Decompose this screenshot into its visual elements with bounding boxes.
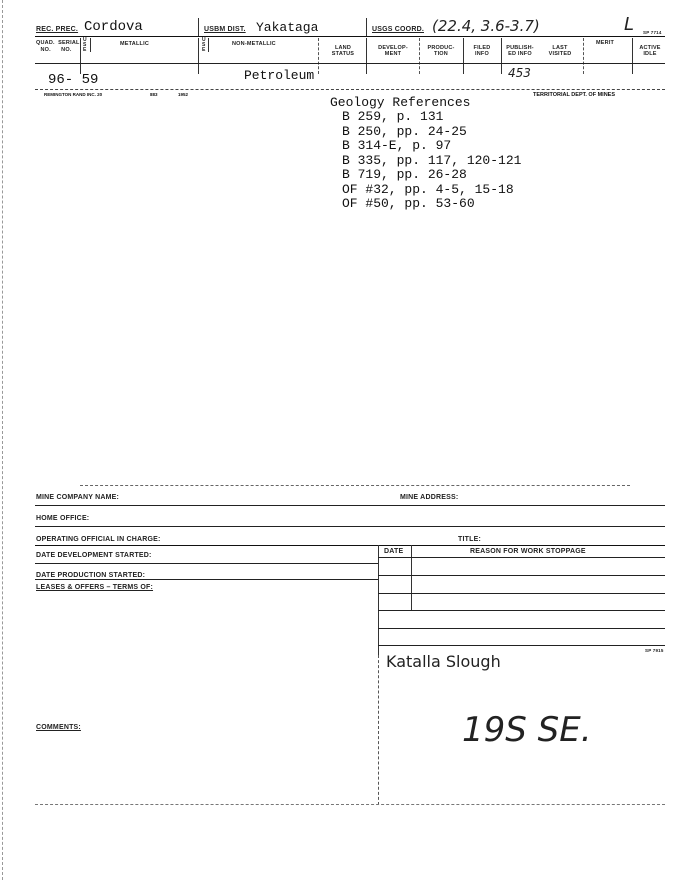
rule — [35, 563, 378, 564]
reference-item: B 314-E, p. 97 — [342, 138, 452, 153]
date-production-started-label: DATE PRODUCTION STARTED: — [36, 572, 146, 579]
col-quad-serial: QUAD. SERIAL NO. NO. — [36, 40, 80, 53]
header-divider — [366, 18, 367, 36]
col-published-info: PUBLISH- ED INFO — [506, 45, 534, 57]
reference-item: B 250, pp. 24-25 — [342, 123, 467, 139]
col-metallic: METALLIC — [120, 41, 149, 47]
rule — [378, 628, 665, 629]
rule — [35, 579, 378, 580]
col-production: PRODUC- TION — [427, 45, 455, 57]
col-land-status: LAND STATUS — [331, 45, 355, 57]
record-published-info: 453 — [508, 66, 531, 80]
header-divider — [198, 18, 199, 36]
col-filed-info: FILED INFO — [473, 45, 491, 57]
home-office-label: HOME OFFICE: — [36, 515, 90, 522]
reference-item: OF #32, pp. 4-5, 15-18 — [342, 181, 514, 197]
comments-label: COMMENTS: — [36, 724, 81, 731]
mine-address-label: MINE ADDRESS: — [400, 494, 459, 501]
col-development: DEVELOP- MENT — [378, 45, 408, 57]
rule — [35, 545, 665, 546]
bottom-rule — [35, 804, 665, 805]
form-number: SP 7714 — [643, 30, 662, 35]
col-divider — [80, 38, 81, 74]
box-left-border — [378, 655, 379, 805]
col-divider — [366, 38, 367, 74]
col-use-code-2: U S E — [202, 37, 206, 53]
record-quad-serial: 96- 59 — [48, 72, 99, 88]
reference-item: B 719, pp. 26-28 — [342, 167, 467, 182]
col-merit: MERIT — [596, 40, 615, 46]
usbm-dist-value: Yakataga — [256, 20, 319, 35]
rule — [378, 593, 665, 594]
col-divider — [208, 38, 209, 52]
col-divider — [583, 38, 584, 74]
rule — [35, 526, 665, 527]
lower-separator — [80, 485, 630, 486]
date-column-divider — [411, 545, 412, 610]
col-divider — [632, 38, 633, 74]
form-number-2: SP 7915 — [645, 648, 664, 653]
usgs-coord-value: (22.4, 3.6-3.7) — [432, 17, 540, 35]
rule — [378, 575, 665, 576]
references-title: Geology References — [330, 95, 471, 110]
usgs-coord-label: USGS COORD. — [372, 26, 424, 33]
rule — [378, 645, 665, 646]
reference-item: B 259, p. 131 — [342, 109, 444, 124]
rule — [378, 557, 665, 558]
references-list — [342, 110, 521, 212]
handwritten-location: Katalla Slough — [386, 652, 501, 671]
date-column-label: DATE — [384, 548, 404, 555]
reference-item: OF #50, pp. 53-60 — [342, 196, 475, 211]
operating-official-label: OPERATING OFFICIAL IN CHARGE: — [36, 536, 161, 543]
page-edge — [2, 0, 3, 880]
rec-prec-value: Cordova — [84, 19, 143, 35]
column-header-rule — [35, 63, 665, 64]
corner-letter: L — [624, 14, 635, 35]
rec-prec-label: REC. PREC. — [36, 26, 79, 33]
box-left-border — [378, 545, 379, 655]
col-divider — [90, 38, 91, 52]
col-last-visited: LAST VISITED — [548, 45, 572, 57]
mine-company-name-label: MINE COMPANY NAME: — [36, 494, 120, 501]
record-rule — [35, 89, 665, 90]
record-non-metallic: Petroleum — [244, 68, 315, 83]
imprint-left: REMINGTON RAND INC. 20 — [44, 92, 103, 97]
col-active-idle: ACTIVE IDLE — [639, 45, 661, 57]
col-divider — [318, 38, 319, 74]
title-label: TITLE: — [458, 536, 481, 543]
header-top-rule — [35, 36, 665, 37]
rule — [35, 505, 665, 506]
reference-item: B 335, pp. 117, 120-121 — [342, 152, 522, 168]
rule — [378, 610, 665, 611]
handwritten-township: 19S SE. — [462, 710, 592, 750]
leases-offers-label: LEASES & OFFERS – TERMS OF: — [36, 584, 154, 591]
col-use-code-1: U S E — [83, 37, 87, 53]
col-divider — [198, 38, 199, 74]
imprint-code-2: 1952 — [178, 92, 189, 97]
date-development-started-label: DATE DEVELOPMENT STARTED: — [36, 552, 152, 559]
imprint-right: TERRITORIAL DEPT. OF MINES — [533, 92, 615, 98]
imprint-code: 883 — [150, 92, 158, 97]
col-non-metallic: NON-METALLIC — [232, 41, 276, 47]
usbm-dist-label: USBM DIST. — [204, 26, 246, 33]
reason-column-label: REASON FOR WORK STOPPAGE — [470, 548, 586, 555]
